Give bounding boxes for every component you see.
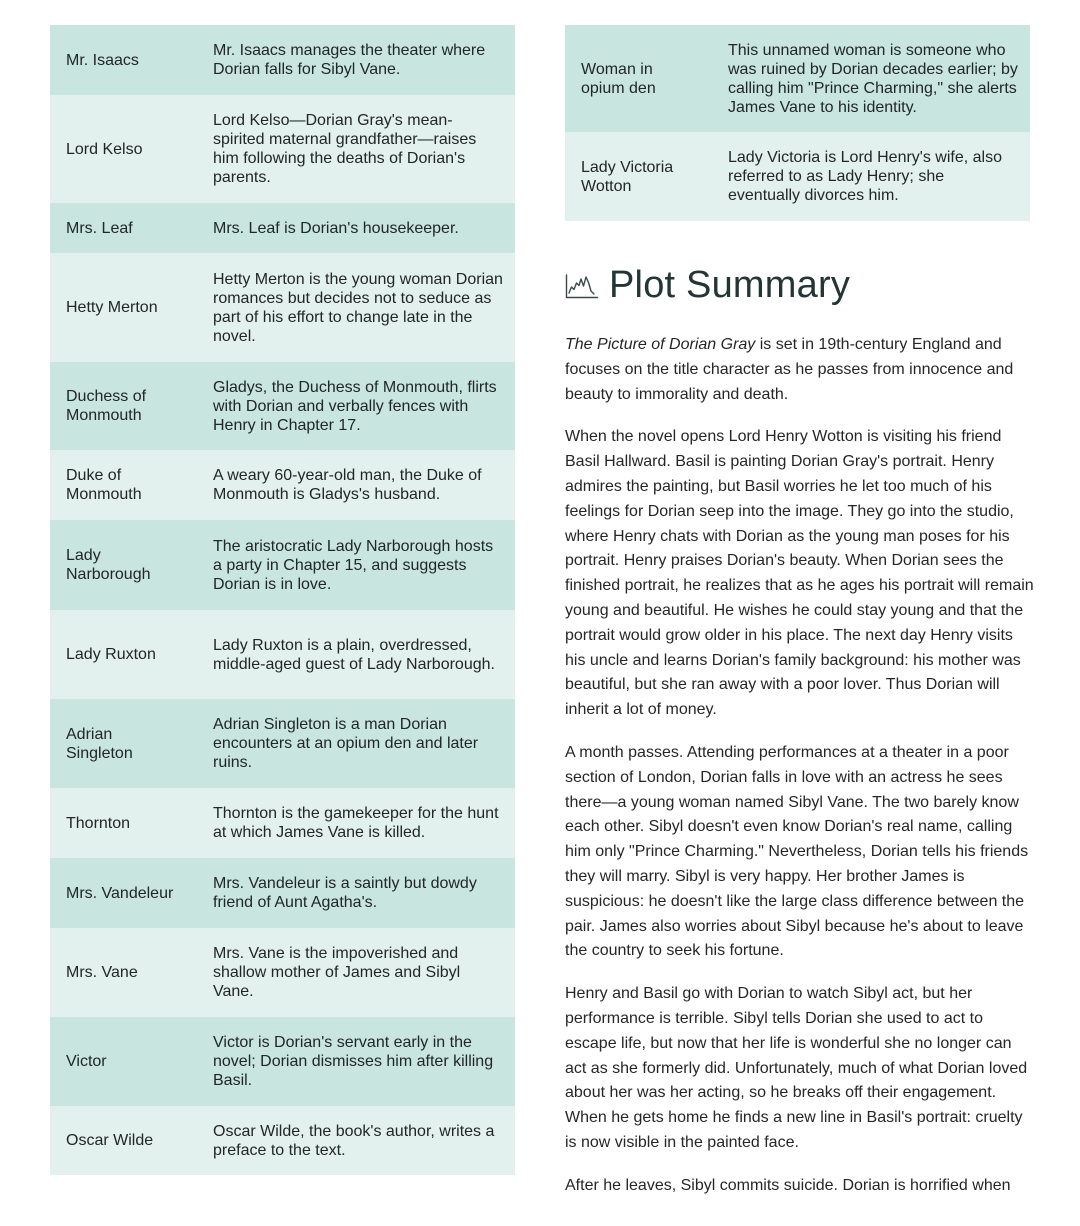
character-description: Lady Ruxton is a plain, overdressed, middle-aged guest of Lady Narborough. — [181, 610, 515, 699]
character-name: Mr. Isaacs — [50, 25, 181, 95]
plot-summary-body — [565, 333, 1035, 1217]
summary-paragraph: After he leaves, Sibyl commits suicide. Dorian is horrified when — [565, 1176, 1011, 1194]
character-name: Lady Narborough — [50, 520, 181, 610]
summary-paragraph: Henry and Basil go with Dorian to watch Sibyl act, but her performance is terrible. Sibyl tells Dorian she used to act to escape life, but now that her life is wonderful she no longer can act as she formerly did. Unfortunately, much of what Dorian loved about her was her acting, so he breaks off their engagement. When he gets home he finds a new line in Basil's portrait: cruelty is now visible in the painted face. — [565, 985, 1028, 1151]
character-description: The aristocratic Lady Narborough hosts a party in Chapter 15, and suggests Dorian is in love. — [181, 520, 515, 610]
character-description: Hetty Merton is the young woman Dorian romances but decides not to seduce as part of his effort to change late in the novel. — [181, 253, 515, 362]
table-row — [50, 95, 515, 203]
character-description: A weary 60-year-old man, the Duke of Monmouth is Gladys's husband. — [181, 450, 515, 520]
summary-paragraph: When the novel opens Lord Henry Wotton is visiting his friend Basil Hallward. Basil is painting Dorian Gray's portrait. Henry admires the painting, but Basil worries he let too much of his feelings for Dorian seep into the image. They go into the studio, where Henry chats with Dorian as the young man poses for his portrait. Henry praises Dorian's beauty. When Dorian sees the finished portrait, he realizes that as he ages his portrait will remain young and beautiful. He wishes he could stay young and that the portrait would grow older in his place. The next day Henry visits his uncle and learns Dorian's family background: his mother was beautiful, but she ran away with a poor lover. Thus Dorian will inherit a lot of money. — [565, 428, 1034, 719]
character-description: Mrs. Vandeleur is a saintly but dowdy friend of Aunt Agatha's. — [181, 858, 515, 928]
character-description: Lady Victoria is Lord Henry's wife, also referred to as Lady Henry; she eventually divorces him. — [696, 132, 1030, 221]
table-row — [50, 253, 515, 362]
line-chart-icon — [565, 273, 599, 299]
summary-paragraph: A month passes. Attending performances at a theater in a poor section of London, Dorian falls in love with an actress he sees there—a young woman named Sibyl Vane. The two barely know each other. Sibyl doesn't even know Dorian's real name, calling him only "Prince Charming." Nevertheless, Dorian tells his friends they will marry. Sibyl is very happy. Her brother James is suspicious: he doesn't like the large class difference between the pair. James also worries about Sibyl because he's about to leave the country to seek his fortune. — [565, 743, 1029, 960]
character-description: Mrs. Vane is the impoverished and shallow mother of James and Sibyl Vane. — [181, 928, 515, 1017]
section-title: Plot Summary — [609, 263, 851, 306]
table-row — [50, 1017, 515, 1106]
table-row — [50, 203, 515, 253]
table-row — [50, 520, 515, 610]
character-name: Adrian Singleton — [50, 699, 181, 788]
character-description: Oscar Wilde, the book's author, writes a preface to the text. — [181, 1106, 515, 1175]
character-description: Thornton is the gamekeeper for the hunt at which James Vane is killed. — [181, 788, 515, 858]
table-row — [50, 699, 515, 788]
table-row — [50, 610, 515, 699]
character-description: Lord Kelso—Dorian Gray's mean-spirited maternal grandfather—raises him following the deaths of Dorian's parents. — [181, 95, 515, 203]
character-name: Duchess of Monmouth — [50, 362, 181, 450]
character-description: Adrian Singleton is a man Dorian encounters at an opium den and later ruins. — [181, 699, 515, 788]
character-name: Lady Ruxton — [50, 610, 181, 699]
character-table-right — [565, 25, 1030, 221]
character-name: Woman in opium den — [565, 25, 696, 132]
character-name: Duke of Monmouth — [50, 450, 181, 520]
character-name: Mrs. Leaf — [50, 203, 181, 253]
table-row — [50, 1106, 515, 1175]
character-name: Mrs. Vandeleur — [50, 858, 181, 928]
table-row — [50, 25, 515, 95]
character-name: Lady Victoria Wotton — [565, 132, 696, 221]
character-name: Oscar Wilde — [50, 1106, 181, 1175]
table-row — [50, 858, 515, 928]
table-row — [565, 132, 1030, 221]
table-row — [50, 450, 515, 520]
character-table-left — [50, 25, 515, 1175]
character-description: Gladys, the Duchess of Monmouth, flirts with Dorian and verbally fences with Henry in Chapter 17. — [181, 362, 515, 450]
plot-summary-heading — [565, 262, 850, 308]
character-description: This unnamed woman is someone who was ruined by Dorian decades earlier; by calling him "Prince Charming," she alerts James Vane to his identity. — [696, 25, 1030, 132]
character-name: Hetty Merton — [50, 253, 181, 362]
summary-text: is set in 19th-century England and focuses on the title character as he passes from innocence and beauty to immorality and death. — [565, 336, 1014, 403]
character-name: Victor — [50, 1017, 181, 1106]
table-row — [50, 362, 515, 450]
summary-paragraph — [565, 333, 1035, 407]
character-description: Mr. Isaacs manages the theater where Dorian falls for Sibyl Vane. — [181, 25, 515, 95]
character-name: Lord Kelso — [50, 95, 181, 203]
book-title: The Picture of Dorian Gray — [565, 336, 756, 353]
character-name: Thornton — [50, 788, 181, 858]
table-row — [50, 788, 515, 858]
character-name: Mrs. Vane — [50, 928, 181, 1017]
character-description: Victor is Dorian's servant early in the novel; Dorian dismisses him after killing Basil. — [181, 1017, 515, 1106]
character-description: Mrs. Leaf is Dorian's housekeeper. — [181, 203, 515, 253]
table-row — [50, 928, 515, 1017]
table-row — [565, 25, 1030, 132]
